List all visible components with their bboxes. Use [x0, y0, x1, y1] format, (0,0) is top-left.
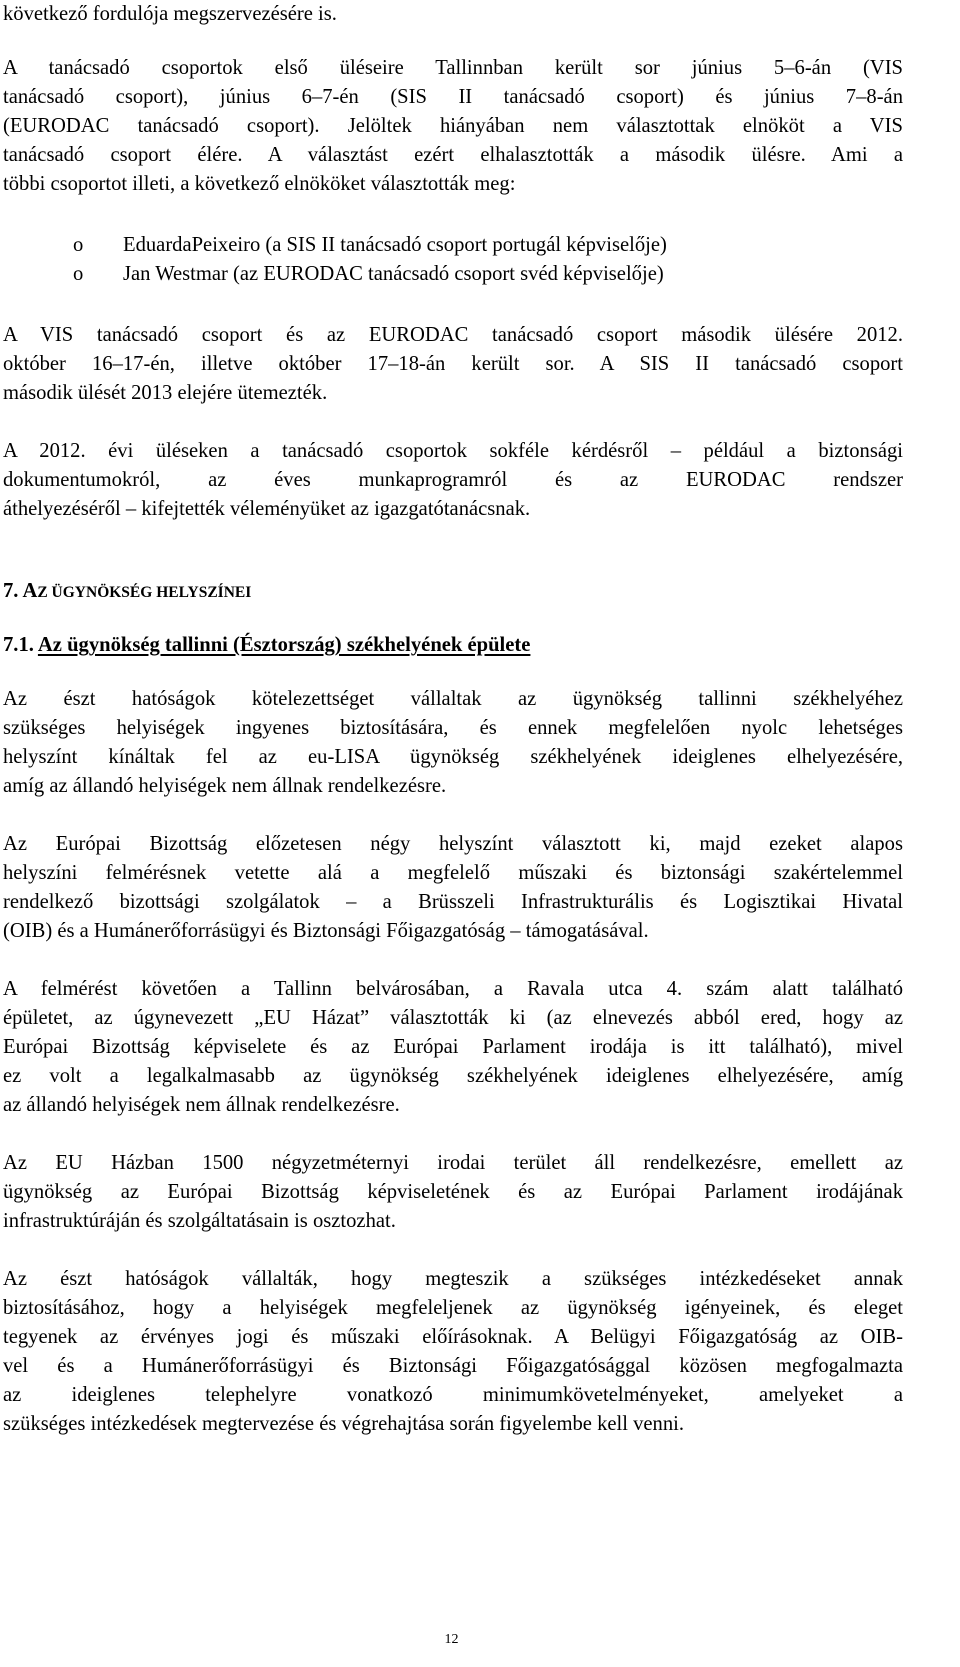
paragraph-line: ez volt a legalkalmasabb az ügynökség székhelyének ideiglenes elhelyezésére, amíg [3, 1065, 903, 1087]
paragraph-line: Az észt hatóságok vállalták, hogy megteszik a szükséges intézkedéseket annak [3, 1268, 903, 1290]
chapter-heading-number: 7. A [3, 580, 38, 602]
paragraph-line: épületet, az úgynevezett „EU Házat” választották ki (az elnevezés abból ered, hogy az [3, 1007, 903, 1029]
paragraph-line: helyszínt kínáltak fel az eu-LISA ügynökség székhelyének ideiglenes elhelyezésére, [3, 746, 903, 768]
chapter-heading-title: Z ÜGYNÖKSÉG HELYSZÍNEI [37, 584, 252, 601]
paragraph-line: (EURODAC tanácsadó csoport). Jelöltek hiányában nem választottak elnököt a VIS [3, 115, 903, 137]
paragraph-line: dokumentumokról, az éves munkaprogramról és az EURODAC rendszer [3, 469, 903, 491]
bullet-marker: o [73, 263, 84, 285]
page-number: 12 [444, 1632, 459, 1647]
paragraph-line: helyszíni felmérésnek vetette alá a megfelelő műszaki és biztonsági szakértelemmel [3, 862, 903, 884]
paragraph-line: infrastruktúráján és szolgáltatásain is osztozhat. [3, 1210, 396, 1232]
paragraph-line: áthelyezéséről – kifejtették véleményüket az igazgatótanácsnak. [3, 498, 531, 520]
section-heading-number: 7.1. [3, 634, 34, 656]
list-item-text: Jan Westmar (az EURODAC tanácsadó csoport svéd képviselője) [123, 263, 664, 285]
paragraph-line: szükséges intézkedések megtervezése és végrehajtása során figyelembe kell venni. [3, 1413, 685, 1435]
paragraph-line: többi csoportot illeti, a következő elnököket választották meg: [3, 173, 516, 195]
section-heading-title: Az ügynökség tallinni (Észtország) székhelyének épülete [37, 634, 531, 656]
paragraph-line: biztosításához, hogy a helyiségek megfeleljenek az ügynökség igényeinek, és eleget [3, 1297, 903, 1319]
chapter-heading [3, 577, 251, 607]
paragraph-line: A felmérést követően a Tallinn belvárosában, a Ravala utca 4. szám alatt található [3, 978, 903, 1000]
paragraph-line: tegyenek az érvényes jogi és műszaki előírásoknak. A Belügyi Főigazgatóság az OIB- [3, 1326, 903, 1348]
paragraph-line: A tanácsadó csoportok első üléseire Tallinnban került sor június 5–6-án (VIS [3, 57, 903, 79]
paragraph-line: amíg az állandó helyiségek nem állnak rendelkezésre. [3, 775, 447, 797]
paragraph-line: második ülését 2013 elejére ütemezték. [3, 382, 328, 404]
paragraph-line: rendelkező bizottsági szolgálatok – a Brüsszeli Infrastrukturális és Logisztikai Hivatal [3, 891, 903, 913]
paragraph-line: (OIB) és a Humánerőforrásügyi és Biztonsági Főigazgatóság – támogatásával. [3, 920, 649, 942]
intro-continuation: következő fordulója megszervezésére is. [3, 3, 337, 25]
paragraph-line: október 16–17-én, illetve október 17–18-án került sor. A SIS II tanácsadó csoport [3, 353, 903, 375]
paragraph-line: vel és a Humánerőforrásügyi és Biztonsági Főigazgatósággal közösen megfogalmazta [3, 1355, 903, 1377]
paragraph-line: tanácsadó csoport élére. A választást ezért elhalasztották a második ülésre. Ami a [3, 144, 903, 166]
paragraph-line: az állandó helyiségek nem állnak rendelkezésre. [3, 1094, 400, 1116]
paragraph-line: Az észt hatóságok kötelezettséget vállaltak az ügynökség tallinni székhelyéhez [3, 688, 903, 710]
bullet-marker: o [73, 234, 84, 256]
paragraph-line: Az Európai Bizottság előzetesen négy helyszínt választott ki, majd ezeket alapos [3, 833, 903, 855]
paragraph-line: ügynökség az Európai Bizottság képviseletének és az Európai Parlament irodájának [3, 1181, 903, 1203]
paragraph-line: Európai Bizottság képviselete és az Európai Parlament irodája is itt található), mivel [3, 1036, 903, 1058]
paragraph-line: A VIS tanácsadó csoport és az EURODAC tanácsadó csoport második ülésére 2012. [3, 324, 903, 346]
paragraph-line: szükséges helyiségek ingyenes biztosítására, és ennek megfelelően nyolc lehetséges [3, 717, 903, 739]
section-heading [3, 631, 530, 660]
paragraph-line: tanácsadó csoport), június 6–7-én (SIS II tanácsadó csoport) és június 7–8-án [3, 86, 903, 108]
paragraph-line: az ideiglenes telephelyre vonatkozó minimumkövetelményeket, amelyeket a [3, 1384, 903, 1406]
list-item-text: EduardaPeixeiro (a SIS II tanácsadó csoport portugál képviselője) [123, 234, 667, 256]
paragraph-line: Az EU Házban 1500 négyzetméternyi irodai terület áll rendelkezésre, emellett az [3, 1152, 903, 1174]
paragraph-line: A 2012. évi üléseken a tanácsadó csoportok sokféle kérdésről – például a biztonsági [3, 440, 903, 462]
